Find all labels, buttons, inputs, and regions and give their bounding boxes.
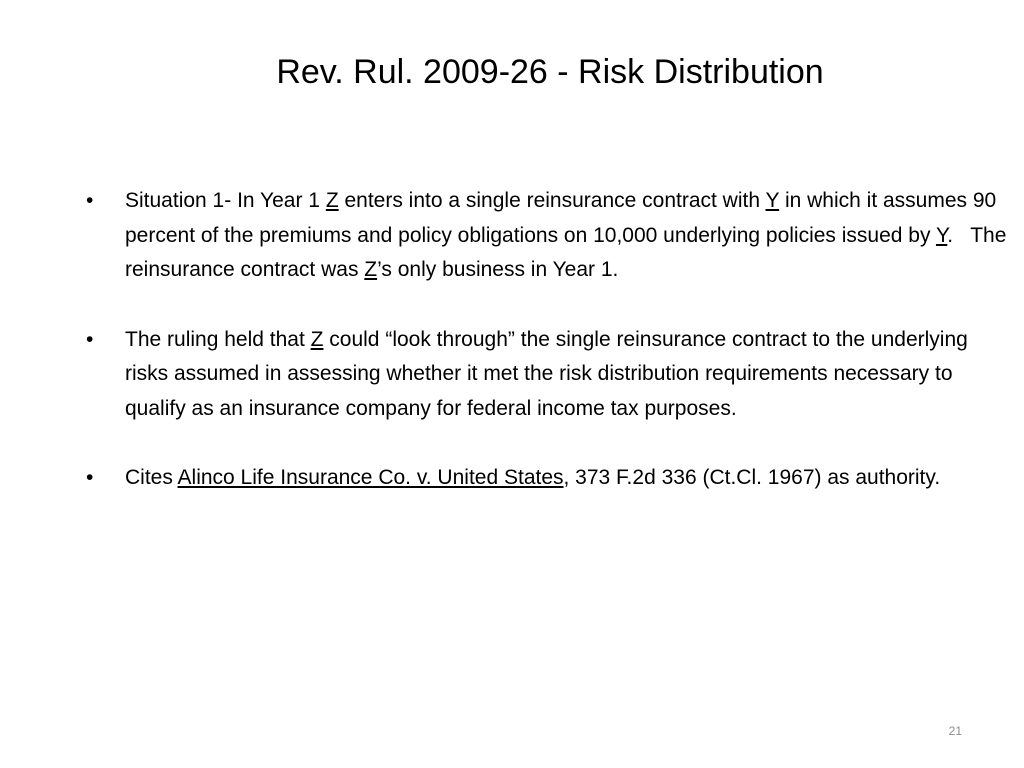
page-number: 21	[948, 724, 962, 738]
text-segment: ’s only business in Year 1.	[377, 258, 619, 281]
underlined-segment: Y	[765, 189, 780, 212]
underlined-segment: Y	[935, 223, 948, 247]
text-segment: . The reinsurance contract was	[125, 223, 1013, 281]
bullet-item	[86, 323, 1016, 427]
text-segment: Cites	[125, 466, 178, 489]
bullet-marker: •	[86, 327, 94, 351]
text-segment: Situation 1- In Year 1	[125, 189, 326, 212]
bullet-marker: •	[86, 466, 94, 489]
underlined-segment: Z	[310, 327, 324, 351]
text-segment: The ruling held that	[125, 327, 311, 351]
bullet-text	[125, 184, 1016, 288]
bullet-item	[86, 184, 1016, 288]
bullet-text	[125, 461, 1016, 496]
text-segment: enters into a single reinsurance contract with	[338, 189, 766, 212]
text-segment: in which it assumes 90 percent of the premiums and policy obligations on 10,000 underlying policies issued by	[125, 189, 997, 247]
text-segment: , 373 F.2d 336 (Ct.Cl. 1967) as authority.	[563, 466, 941, 489]
underlined-segment: Z	[325, 189, 339, 212]
case-citation: Alinco Life Insurance Co. v. United States	[177, 466, 564, 489]
slide-title: Rev. Rul. 2009-26 - Risk Distribution	[276, 53, 824, 91]
bullet-item	[86, 461, 1016, 496]
bullet-text	[125, 323, 1016, 427]
bullet-list	[86, 184, 1016, 531]
bullet-marker: •	[86, 189, 94, 212]
text-segment: could “look through” the single reinsurance contract to the underlying risks assumed in assessing whether it met the risk distribution requirements necessary to qualify as an insurance company for federal income tax purposes.	[125, 327, 968, 420]
underlined-segment: Z	[364, 258, 378, 281]
